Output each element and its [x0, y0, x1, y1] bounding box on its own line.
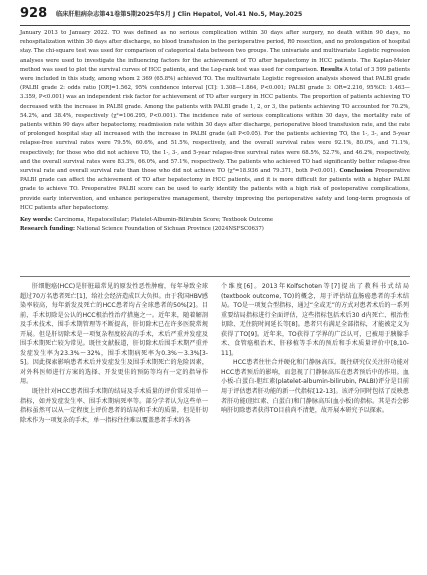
paragraph: 个维度[6]。2013年Kolfschoten等[7]提出了教科书式结局(textbook outcome, TO)的概念，用于评估结直肠癌患者的手术结局。TO是一项复合型指标，通过“全或无”的方式对患者术后的一系列重要结局指标进行全面评估，这些指标包括术后30 d内死亡、根治性切除、无住院时间延长等[8]。患者只有满足全部指标，才能被定义为获得了TO[9]。近年来，TO获得了学界的广泛认可，已被用于胰腺手术、食管癌根治术、肝移植等手术的预后和手术质量评价中[8,10-11]。 [221, 283, 409, 357]
body-column-left [20, 282, 208, 425]
english-abstract [20, 29, 410, 234]
results-text: A total of 3 599 patients were included in this study, among whom 2 369 (65.8%) achieved TO. The multivariate Logistic regression analysis showed that PALBI grade (PALBI grade 2: odds ratio [OR]=1.562, 95% confidence interval [CI]: 1.308—1.864, P<0.001; PALBI grade 3: OR=2.216, 95%CI: 1.463—3.359, P<0.001) was an independent risk factor for achievement of TO after surgery in HCC patients. The proportion of patients achieving TO decreased with the increase in PALBI grade. Among the patients with PALBI grade 1, 2, or 3, the patients achieving TO accounted for 70.2%, 54.2%, and 38.4%, respectively (χ²=106.295, P<0.001). The incidence rate of serious complications within 30 days, the mortality rate of patients within 90 days after hepatectomy, readmission rate within 30 days after discharge, perioperative blood transfusion rate, and the rate of prolonged hospital stay all increased with the increase in PALBI grade (all P<0.05). For the patients achieving TO, the 1-, 3-, and 5-year relapse-free survival rates were 79.5%, 60.6%, and 51.5%, respectively, and the overall survival rates were 92.1%, 80.0%, and 71.1%, respectively; for those who did not achieve TO, the 1-, 3-, and 5-year relapse-free survival rates were 68.5%, 52.7%, and 46.2%, respectively, and the overall survival rates were 83.3%, 66.0%, and 57.1%, respectively. The patients who achieved TO had significantly better relapse-free survival rate and overall survival rate than those who did not achieve TO (χ²=18.936 and 79.371, both P<0.001). [20, 66, 410, 175]
funding [20, 225, 410, 234]
results-label: Results [320, 66, 343, 73]
funding-text: National Science Foundation of Sichuan Province (2024NSFSC0637) [76, 226, 264, 233]
header-rule [20, 25, 410, 26]
journal-citation: 临床肝胆病杂志第41卷第5期2025年5月 J Clin Hepatol, Vol.41 No.5, May.2025 [56, 11, 303, 18]
body-column-right [221, 282, 409, 416]
methods-text: January 2013 to January 2022. TO was defined as no serious complication within 30 days after surgery, no death within 90 days, no rehospitalization within 30 days after discharge, no blood transfusion in the perioperative period, R0 resection, and no prolongation of hospital stay. The chi-square test was used for comparison of categorical data between two groups. The univariate and multivariate Logistic regression analyses were used to investigate the influencing factors for the achievement of TO after hepatectomy in HCC patients. The Kaplan-Meier method was used to plot the survival curves of HCC patients, and the Log-rank test was used for comparison. [20, 30, 410, 73]
keywords-text: Carcinoma, Hepatocellular; Platelet-Albumin-Bilirubin Score; Textbook Outcome [54, 217, 274, 224]
keywords [20, 216, 410, 225]
section-divider [20, 276, 410, 277]
conclusion-text: Preoperative PALBI grade can affect the achievement of TO after hepatectomy in HCC patients, and it is more difficult for patients with a higher PALBI grade to achieve TO. Preoperative PALBI score can be used to early identify the patients with a high risk of postoperative complications, provide early intervention, and enhance perioperative management, thereby improving the perioperative safety and long-term prognosis of HCC patients after hepatectomy. [20, 168, 411, 211]
running-header [20, 6, 410, 24]
paragraph: 既往针对HCC患者围手术期的结局及手术质量的评价常采用单一指标，如并发症发生率、围手术期病死率等。部分学者认为这些单一指标虽然可以从一定程度上评价患者的结局和手术的质量，但是肝切除术作为一项复杂的手术，单一指标往往难以覆盖患者手术的各 [20, 388, 208, 424]
keywords-label: Key words: [20, 217, 53, 224]
funding-label: Research funding: [20, 226, 75, 233]
paragraph: 肝细胞癌(HCC)是肝脏最常见的原发性恶性肿瘤，每年导致全球超过70万名患者死亡[1]，给社会经济造成巨大负担。由于我国HBV感染率较高，每年新发及死亡的HCC患者均占全球患者的50%[2]。目前，手术切除是公认的HCC根治性治疗措施之一。近年来，随着解剖及手术技术、围手术期管理等不断提高，肝切除术已在许多医院常规开展。但是肝切除术是一项复杂程度较高的手术，术后严重并发症及围手术期死亡较为常见。既往文献报道，肝切除术后围手术期严重并发症发生率为23.3%～32%，围手术期病死率为0.3%～3.3%[3-5]。因此探索影响患者术后并发症发生及围手术期死亡的危险因素，对外科医师进行方案的选择、开发更佳的预防等均有一定的指导作用。 [20, 283, 208, 386]
paragraph: HCC患者往往合并硬化和门静脉高压。既往研究仅关注肝功能对HCC患者预后的影响，而忽视了门静脉高压在患者预后中的作用。血小板-白蛋白-胆红素(platelet-albumin-bilirubin, PALBI)评分是目前用于评估患者肝功能的新一代指标[12-13]。该评分同时包括了反映患者肝功能(胆红素、白蛋白)和门静脉高压(血小板)的指标。其是否会影响肝切除患者获得TO目前尚不清楚，故开展本研究予以探索。 [221, 359, 409, 415]
conclusion-label: Conclusion [339, 168, 373, 175]
page-number: 928 [20, 6, 48, 21]
